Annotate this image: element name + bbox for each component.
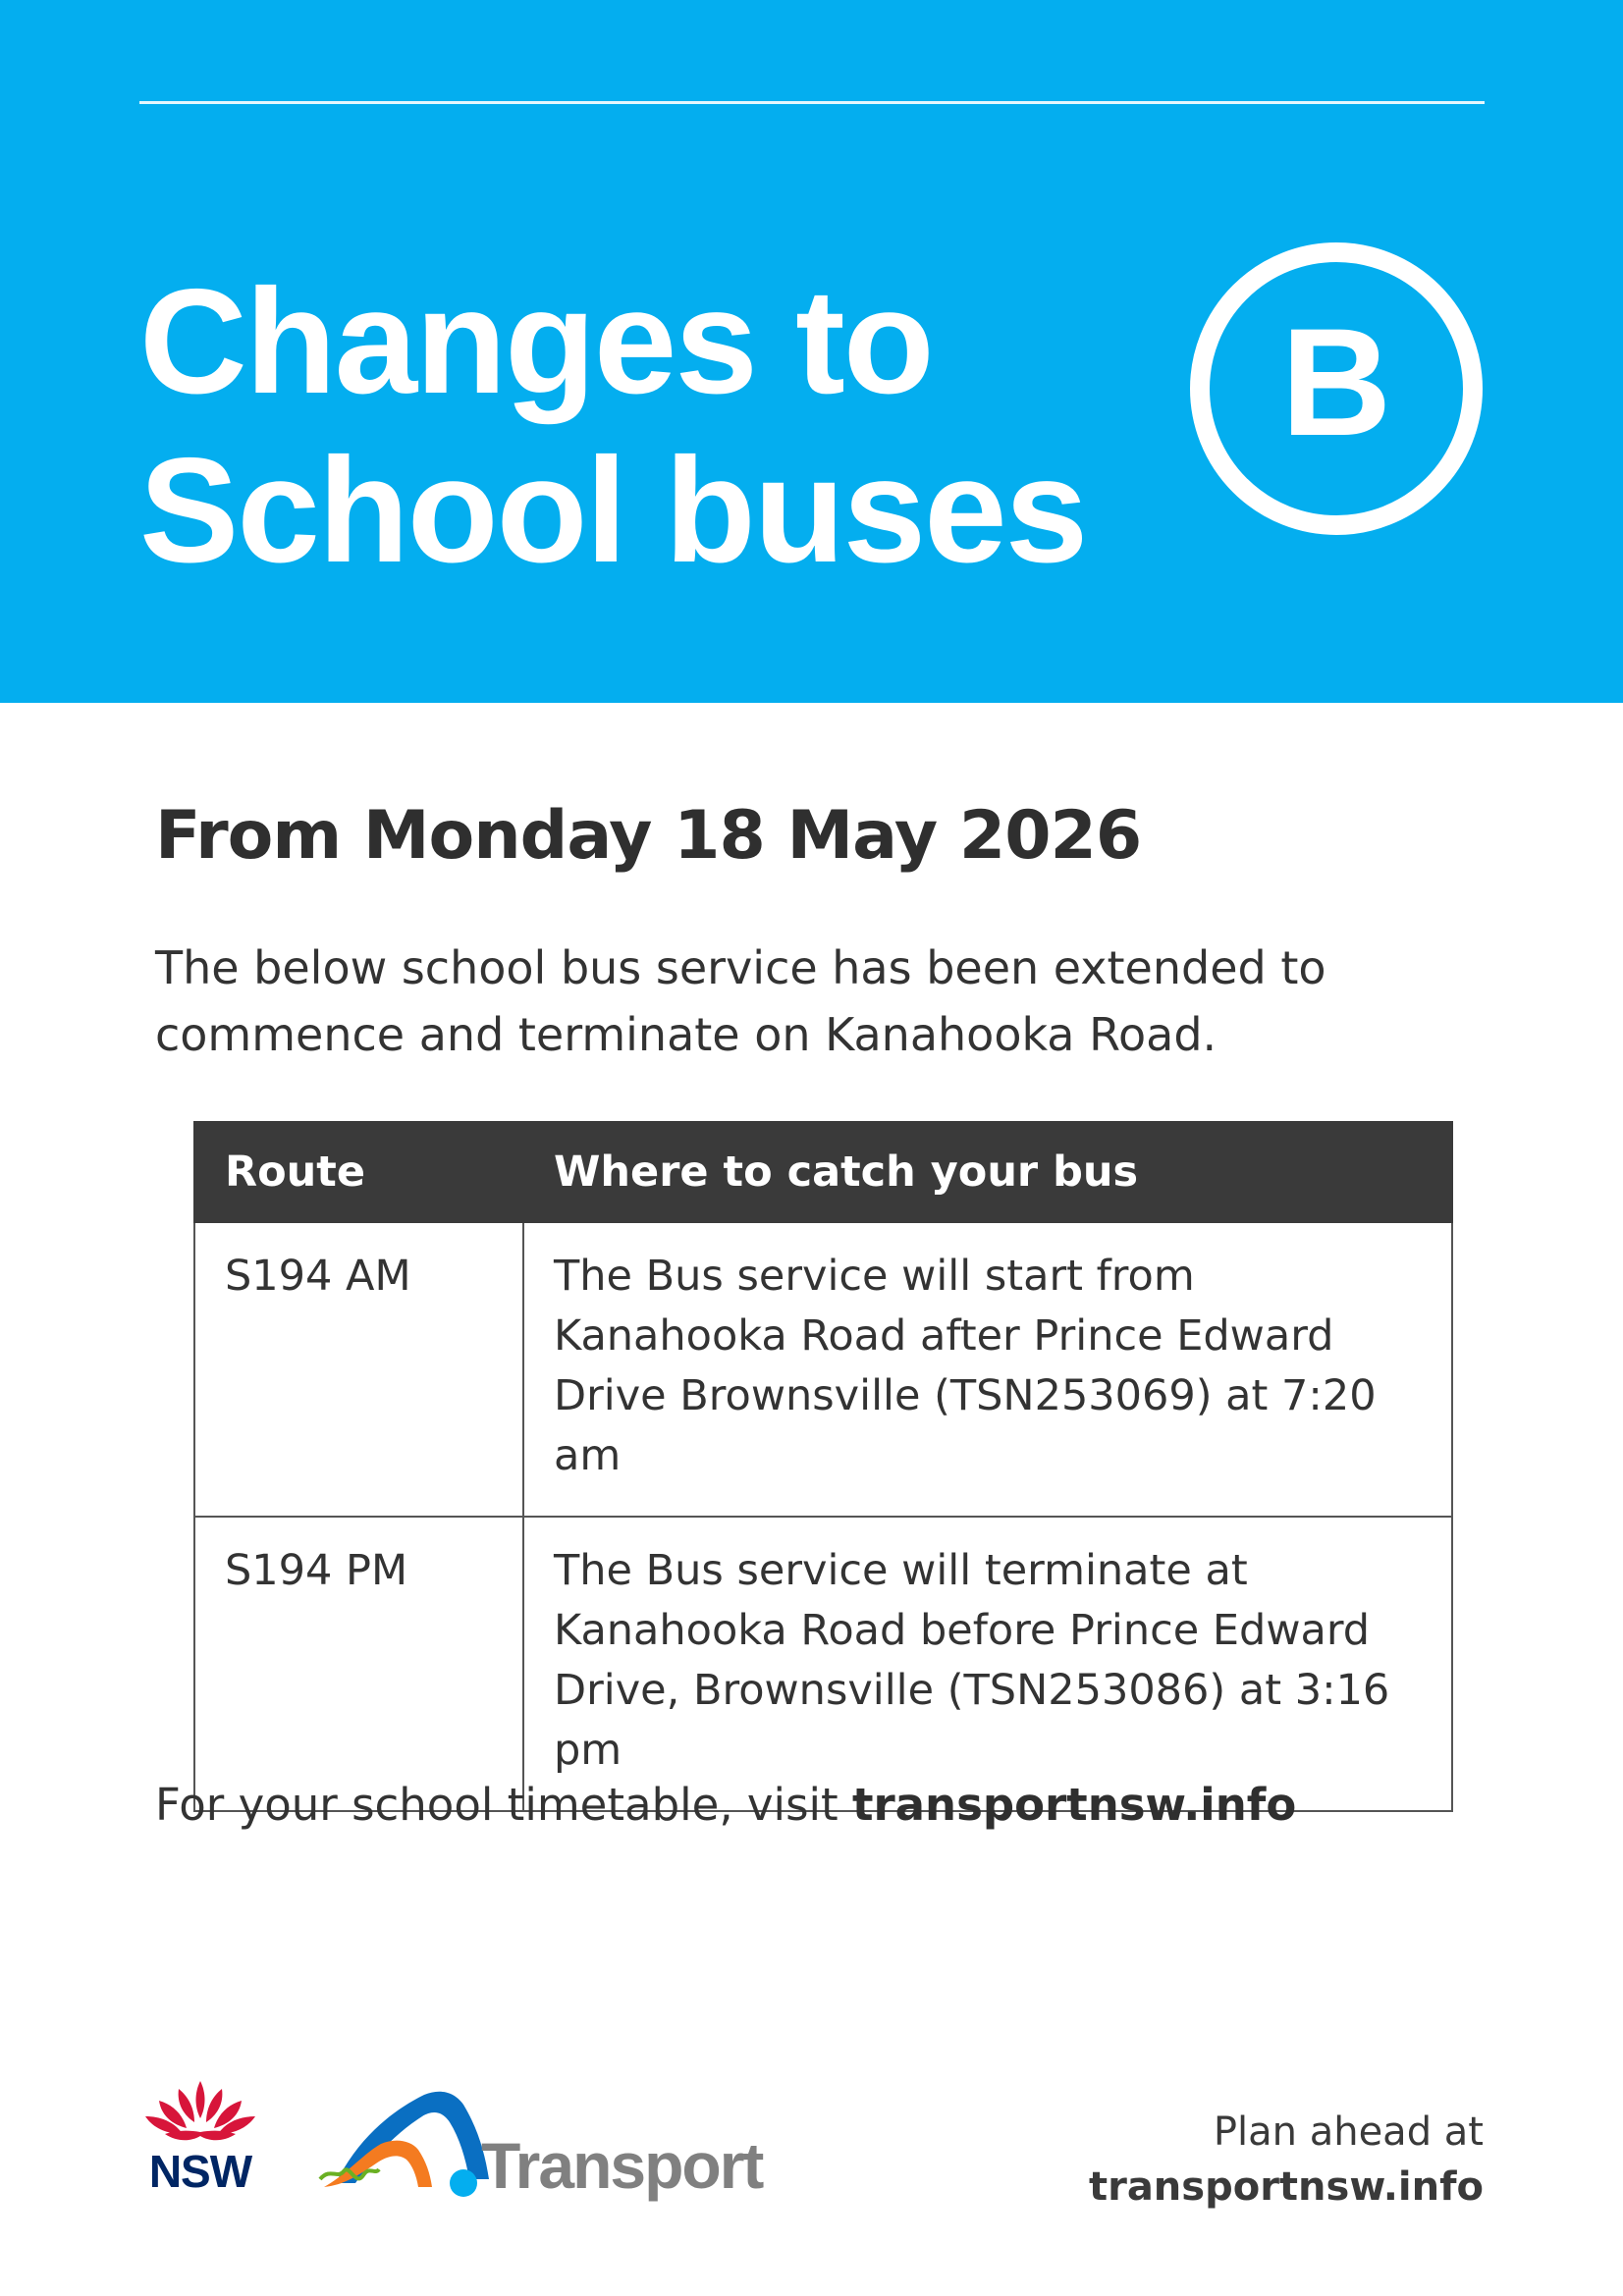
table-header-row — [194, 1122, 1452, 1222]
column-header-route: Route — [194, 1122, 523, 1222]
transport-logo-text: Transport — [481, 2129, 763, 2202]
page-title — [139, 257, 1086, 595]
effective-date-heading: From Monday 18 May 2026 — [155, 797, 1142, 875]
timetable-footnote — [155, 1779, 1296, 1831]
title-line-1: Changes to — [139, 258, 933, 425]
nsw-logo-text: NSW — [148, 2146, 252, 2195]
route-changes-table — [193, 1121, 1453, 1812]
transportnsw-link[interactable]: transportnsw.info — [851, 1779, 1297, 1831]
table-row — [194, 1517, 1452, 1811]
nsw-waratah-logo — [137, 2073, 263, 2195]
footnote-text: For your school timetable, visit — [155, 1779, 852, 1831]
plan-ahead-block — [1089, 2105, 1484, 2215]
waratah-icon — [145, 2081, 255, 2140]
plan-ahead-text: Plan ahead at — [1213, 2109, 1484, 2155]
bus-mode-b-icon — [1190, 242, 1483, 535]
header-banner — [0, 0, 1623, 703]
location-cell: The Bus service will start from Kanahooka Road after Prince Edward Drive Brownsville (TSN253069) at 7:20 am — [523, 1222, 1452, 1517]
plan-ahead-link[interactable]: transportnsw.info — [1088, 2164, 1484, 2210]
intro-paragraph: The below school bus service has been extended to commence and terminate on Kanahooka Road. — [155, 941, 1326, 1061]
route-cell: S194 PM — [194, 1517, 523, 1811]
column-header-where: Where to catch your bus — [523, 1122, 1452, 1222]
transport-arch-icon — [320, 2092, 489, 2197]
table-row — [194, 1222, 1452, 1517]
location-cell: The Bus service will terminate at Kanahooka Road before Prince Edward Drive, Brownsville (TSN253086) at 3:16 pm — [523, 1517, 1452, 1811]
badge-letter: B — [1280, 297, 1392, 468]
title-line-2: School buses — [139, 427, 1087, 594]
banner-divider — [139, 101, 1485, 104]
route-cell: S194 AM — [194, 1222, 523, 1517]
